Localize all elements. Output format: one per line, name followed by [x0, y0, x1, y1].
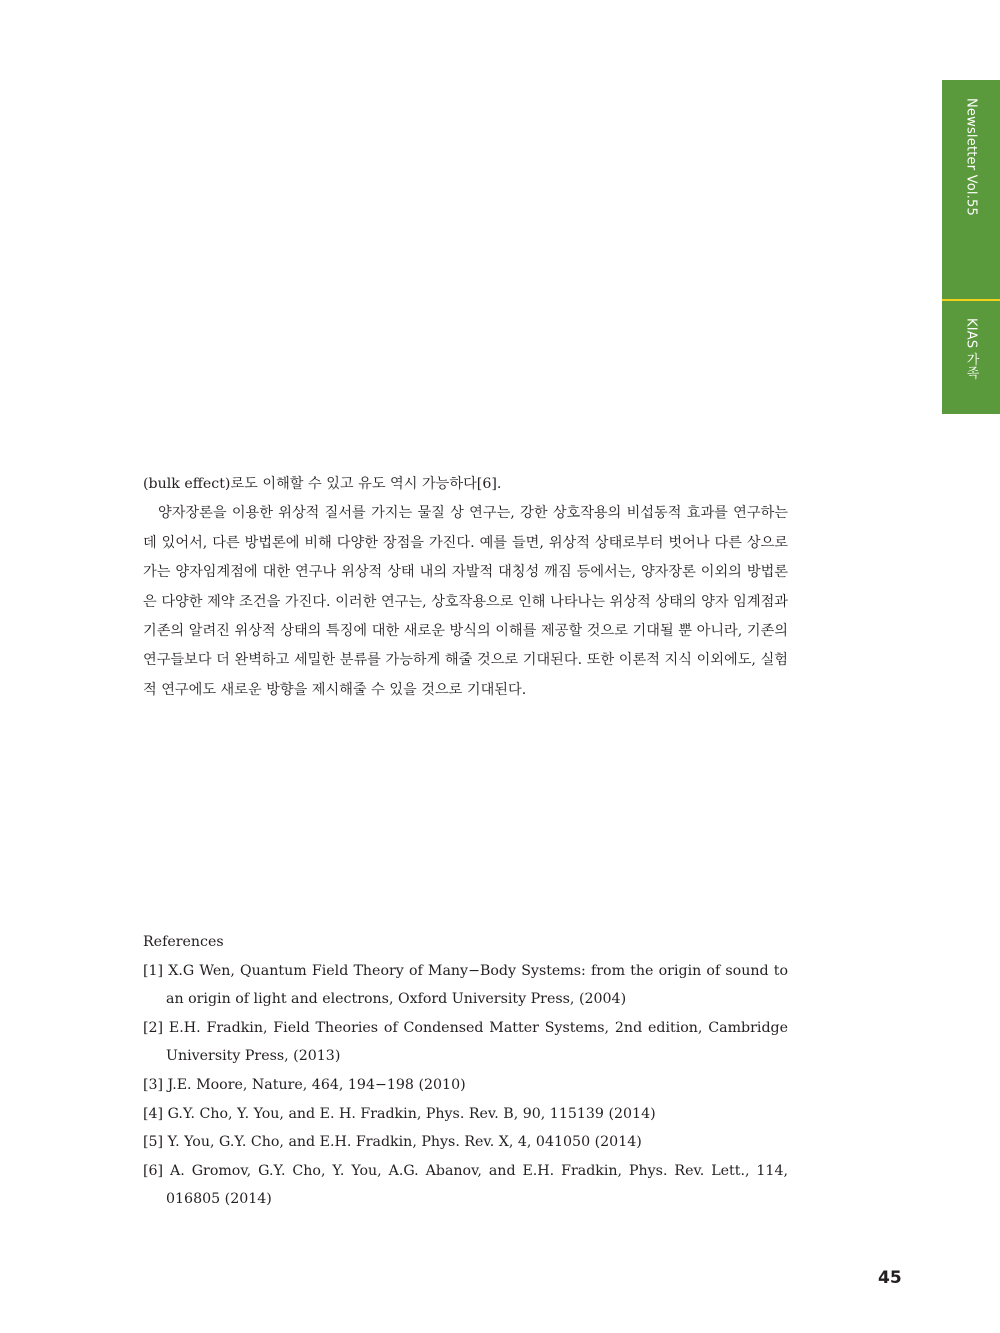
article-body [143, 470, 788, 705]
reference-item: [1] X.G Wen, Quantum Field Theory of Many−Body Systems: from the origin of sound to an origin of light and electrons, Oxford University Press, (2004) [143, 962, 788, 1008]
page-number: 45 [878, 1268, 902, 1288]
sidebar-divider [942, 299, 1000, 301]
paragraph: 양자장론을 이용한 위상적 질서를 가지는 물질 상 연구는, 강한 상호작용의 비섭동적 효과를 연구하는 데 있어서, 다른 방법론에 비해 다양한 장점을 가진다. 예를 들면, 위상적 상태로부터 벗어나 다른 상으로 가는 양자임계점에 대한 연구나 위상적 상태 내의 자발적 대칭성 깨짐 등에서는, 양자장론 이외의 방법론은 다양한 제약 조건을 가진다. 이러한 연구는, 상호작용으로 인해 나타나는 위상적 상태의 양자 임계점과 기존의 알려진 위상적 상태의 특징에 대한 새로운 방식의 이해를 제공할 것으로 기대될 뿐 아니라, 기존의 연구들보다 더 완벽하고 세밀한 분류를 가능하게 해줄 것으로 기대된다. 또한 이론적 지식 이외에도, 실험적 연구에도 새로운 방향을 제시해줄 수 있을 것으로 기대된다. [143, 505, 788, 698]
references-heading: References [143, 934, 224, 950]
reference-item: [4] G.Y. Cho, Y. You, and E. H. Fradkin, Phys. Rev. B, 90, 115139 (2014) [143, 1105, 656, 1122]
reference-item: [5] Y. You, G.Y. Cho, and E.H. Fradkin, Phys. Rev. X, 4, 041050 (2014) [143, 1134, 642, 1151]
section-label: KIAS 가족 [963, 318, 979, 380]
sidebar-tab [942, 80, 1000, 414]
paragraph: (bulk effect)로도 이해할 수 있고 유도 역시 가능하다[6]. [143, 476, 502, 492]
references-section [143, 928, 788, 1214]
reference-item: [3] J.E. Moore, Nature, 464, 194−198 (2010) [143, 1076, 466, 1093]
references-list [143, 957, 788, 1214]
reference-item: [6] A. Gromov, G.Y. Cho, Y. You, A.G. Abanov, and E.H. Fradkin, Phys. Rev. Lett., 114, 016805 (2014) [143, 1162, 788, 1208]
newsletter-label: Newsletter Vol.55 [963, 98, 979, 216]
reference-item: [2] E.H. Fradkin, Field Theories of Condensed Matter Systems, 2nd edition, Cambridge University Press, (2013) [143, 1019, 788, 1065]
